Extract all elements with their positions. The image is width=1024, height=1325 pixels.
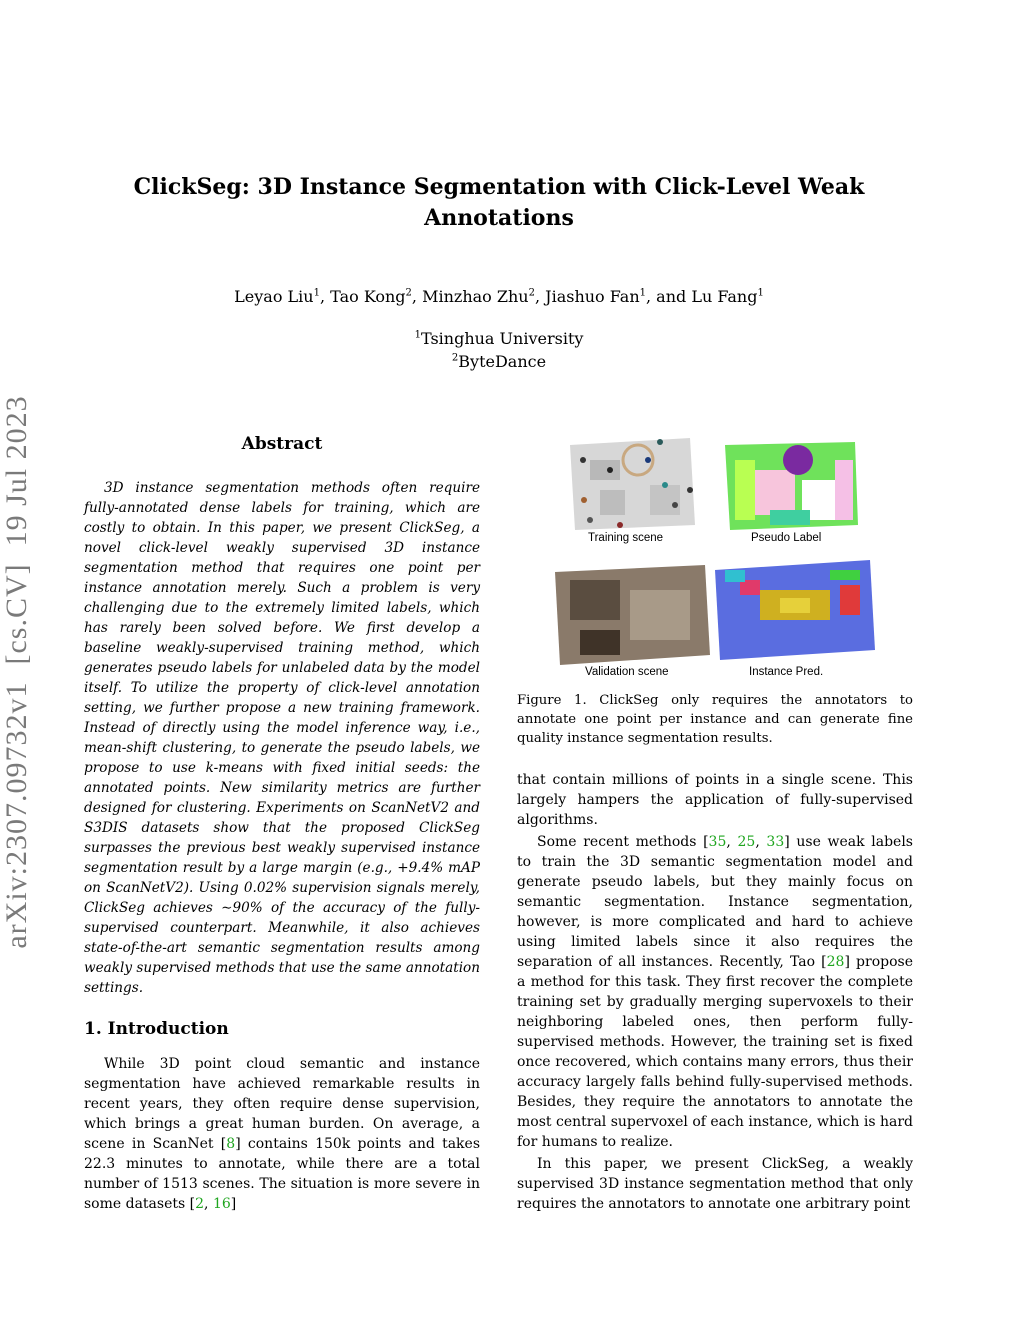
citation-link[interactable]: 35 (708, 834, 727, 850)
figure-label-instance: Instance Pred. (749, 666, 824, 678)
citation-link[interactable]: 28 (826, 954, 845, 970)
pseudo-label-image (725, 442, 858, 530)
abstract-text: 3D instance segmentation methods often require fully-annotated dense labels for training, which are costly to obtain. In this paper, we present ClickSeg, a novel click-level weakly supervised 3D instance segmentation method that requires one point per instance annotation merely. Such a problem is very challenging due to the extremely limited labels, which has rarely been solved before. We first develop a baseline weakly-supervised training method, which generates pseudo labels for unlabeled data by the model itself. To utilize the property of click-level annotation setting, we further propose a new training framework. Instead of directly using the model inference way, i.e., mean-shift clustering, to generate the pseudo labels, we propose to use k-means with fixed initial seeds: the annotated points. New similarity metrics are further designed for clustering. Experiments on ScanNetV2 and S3DIS datasets show that the proposed ClickSeg surpasses the previous best weakly supervised instance segmentation result by a large margin (e.g., +9.4% mAP on ScanNetV2). Using 0.02% supervision signals merely, ClickSeg achieves ∼90% of the accuracy of the fully-supervised counterpart. Meanwhile, it also achieves state-of-the-art semantic segmentation results among weakly supervised methods that use the same annotation settings. (84, 480, 480, 996)
instance-pred-image (715, 560, 875, 660)
affiliation-2: $^2$ByteDance (451, 352, 547, 371)
abstract-heading: Abstract (241, 434, 323, 454)
citation-link[interactable]: 16 (212, 1196, 231, 1212)
figure-label-validation: Validation scene (585, 666, 669, 678)
author-name: Leyao Liu$^1$ (234, 287, 320, 306)
author-name: Jiashuo Fan$^1$ (545, 287, 646, 306)
author-list: Leyao Liu$^1$, Tao Kong$^2$, Minzhao Zhu$^2$, Jiashuo Fan$^1$, and Lu Fang$^1$ (234, 287, 764, 306)
paper-title: ClickSeg: 3D Instance Segmentation with Click-Level Weak Annotations (133, 174, 865, 231)
figure-label-pseudo: Pseudo Label (751, 532, 822, 544)
section-heading: 1. Introduction (84, 1019, 229, 1039)
figure-label-training: Training scene (588, 532, 664, 544)
citation-link[interactable]: 2 (195, 1196, 205, 1212)
arxiv-stamp: arXiv:2307.09732v1 [cs.CV] 19 Jul 2023 (0, 395, 33, 949)
citation-link[interactable]: 8 (226, 1136, 236, 1152)
intro-right-p2: Some recent methods [35, 25, 33] use weak labels to train the 3D semantic segmentation model and generate pseudo labels, but they mainly focus on semantic segmentation. Instance segmentation, however, is more complicated and hard to achieve using limited labels since it also requires the separation of all instances. Recently, Tao [28] propose a method for this task. They first recover the complete training set by gradually merging supervoxels to their neighboring labeled ones, then perform fully-supervised methods. However, the training set is fixed once recovered, which contains many errors, thus their accuracy largely falls behind fully-supervised methods. Besides, they require the annotators to annotate the most central supervoxel of each instance, which is hard for humans to realize. (517, 834, 914, 1150)
figure-1-image (540, 430, 900, 682)
figure-caption: Figure 1. ClickSeg only requires the annotators to annotate one point per instance and can generate fine quality instance segmentation results. (517, 693, 913, 746)
author-name: Lu Fang$^1$ (691, 287, 764, 306)
intro-right-column (517, 770, 913, 1214)
citation-link[interactable]: 33 (766, 834, 785, 850)
figure-1 (540, 430, 900, 682)
affiliation-1: $^1$Tsinghua University (414, 329, 584, 348)
intro-left-paragraph: While 3D point cloud semantic and instance segmentation have achieved remarkable results in recent years, they often require dense supervision, which brings a great human burden. On average, a scene in ScanNet [8] contains 150k points and takes 22.3 minutes to annotate, while there are a total number of 1513 scenes. The situation is more severe in some datasets [2, 16] (84, 1056, 480, 1212)
intro-right-p3: In this paper, we present ClickSeg, a weakly supervised 3D instance segmentation method that only requires the annotators to annotate one arbitrary point (517, 1156, 913, 1212)
author-name: Minzhao Zhu$^2$ (422, 287, 535, 306)
citation-link[interactable]: 25 (737, 834, 756, 850)
intro-right-p1: that contain millions of points in a single scene. This largely hampers the application of fully-supervised algorithms. (517, 772, 913, 828)
validation-scene-image (555, 565, 710, 665)
author-name: Tao Kong$^2$ (330, 287, 412, 306)
training-scene-image (570, 438, 695, 530)
